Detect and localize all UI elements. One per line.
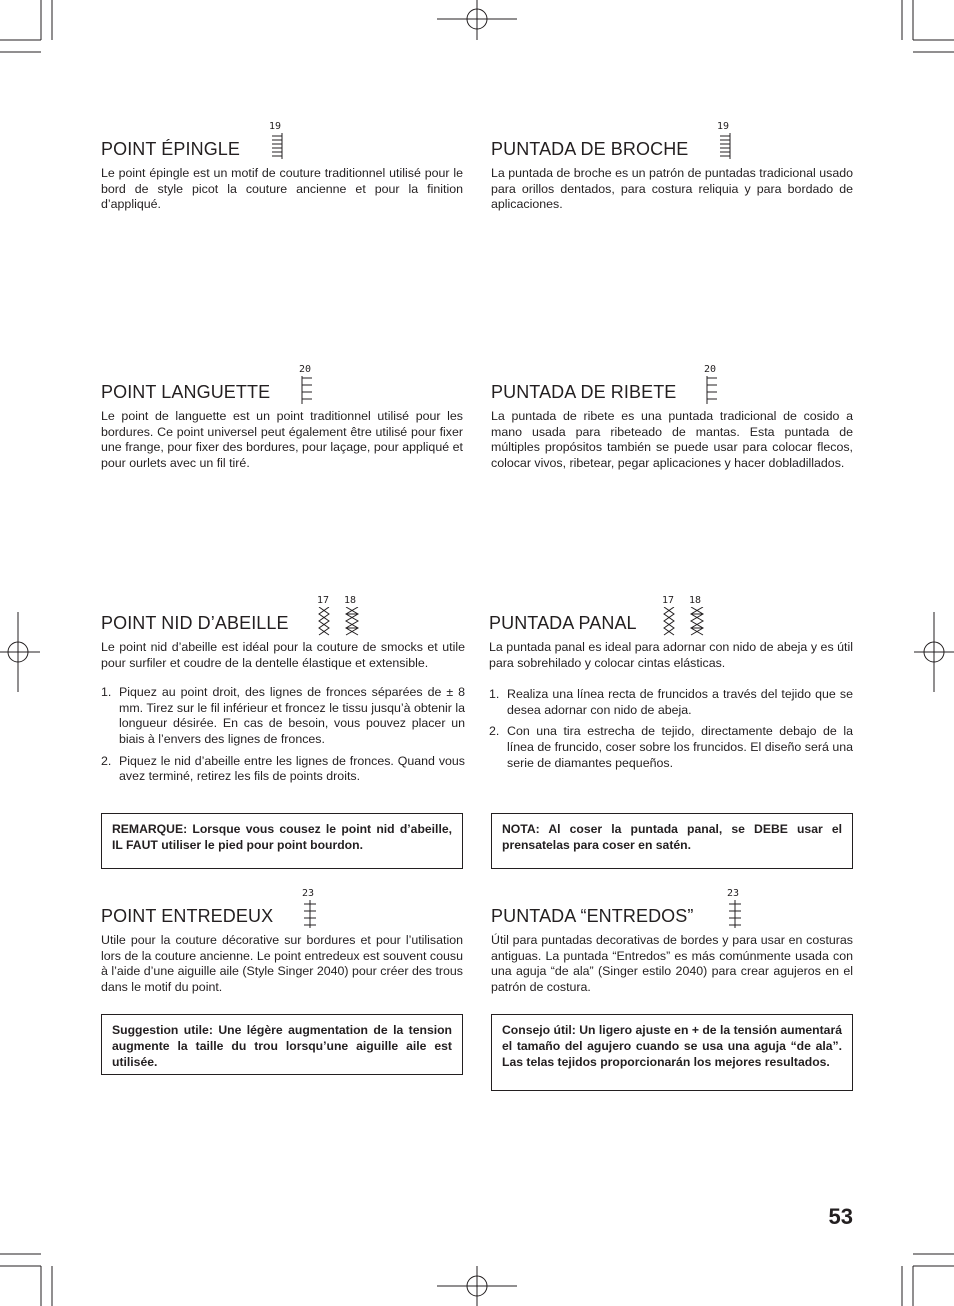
list-item — [101, 685, 465, 747]
steps-list — [489, 687, 853, 771]
stitch-pattern-graphic — [269, 133, 289, 163]
stitch-pattern-graphic — [662, 607, 678, 637]
stitch-number: 18 — [344, 595, 357, 606]
step-number: 2. — [489, 724, 500, 739]
step-number: 1. — [489, 687, 500, 702]
list-item — [489, 724, 853, 771]
section-body: La puntada de ribete es una puntada tradicional de cosido a mano usada para ribeteado de mantas. Esta puntada de múltiples propósitos también se puede usar para colocar flecos, colocar vivos, ribetear, pegar aplicaciones y hacer dobladillados. — [491, 409, 853, 470]
section-title: PUNTADA PANAL — [489, 613, 637, 633]
stitch-number: 23 — [727, 888, 740, 899]
stitch-pattern-graphic — [717, 133, 737, 163]
section-body: La puntada panal es ideal para adornar con nido de abeja y es útil para sobrehilado y colocar cintas elásticas. — [489, 640, 853, 670]
step-text: Piquez le nid d’abeille entre les lignes de fronces. Quand vous avez terminé, retirez les fils de points droits. — [119, 753, 465, 784]
stitch-pattern-graphic — [727, 900, 747, 930]
steps-list — [101, 685, 465, 785]
section-body: Utile pour la couture décorative sur bordures et pour l’utilisation lors de la couture ancienne. Le point entredeux est souvent cousu à l’aide d’une aiguille aile (Style Singer 2040) pour créer des trous dans le motif du point. — [101, 933, 463, 994]
stitch-number: 18 — [689, 595, 702, 606]
section-point-languette — [101, 363, 463, 471]
stitch-number: 20 — [704, 364, 717, 375]
section-body: Le point épingle est un motif de couture traditionnel utilisé pour le bord de style picot la couture ancienne et pour la finition d’appliqué. — [101, 166, 463, 212]
section-puntada-panal — [489, 594, 853, 777]
step-text: Piquez au point droit, des lignes de fronces séparées de ± 8 mm. Tirez sur le fil inférieur et froncez le tissu jusqu’à obtenir la longueur désirée. En cas de besoin, vous pouvez placer un biais à l’envers des lignes de fronces. — [119, 685, 465, 746]
section-title: PUNTADA DE BROCHE — [491, 139, 689, 159]
stitch-pattern-graphic — [689, 607, 707, 637]
section-body: Le point de languette est un point traditionnel utilisé pour les bordures. Ce point universel peut également être utilisé pour fixer une frange, pour fixer des bordures, pour laçage, pour appliqué et pour ourlets avec un fil tiré. — [101, 409, 463, 470]
list-item — [489, 687, 853, 718]
stitch-pattern-graphic — [344, 607, 362, 637]
stitch-number: 17 — [662, 595, 675, 606]
section-title: POINT ENTREDEUX — [101, 906, 274, 926]
section-body: Útil para puntadas decorativas de bordes y para usar en costuras antiguas. La puntada “Entredos” es más comúnmente usada con una aguja “de ala” (Singer estilo 2040) para crear agujeros en el patrón de costura. — [491, 933, 853, 994]
note-box: REMARQUE: Lorsque vous cousez le point nid d’abeille, IL FAUT utiliser le pied pour point bourdon. — [101, 813, 463, 869]
section-puntada-de-broche — [491, 120, 853, 213]
note-box: NOTA: Al coser la puntada panal, se DEBE usar el prensatelas para coser en satén. — [491, 813, 853, 869]
section-title: POINT NID D’ABEILLE — [101, 613, 289, 633]
section-point-entredeux — [101, 887, 463, 995]
section-body: La puntada de broche es un patrón de puntadas tradicional usado para orillos dentados, para costura reliquia y para bordado de aplicaciones. — [491, 166, 853, 212]
section-point-epingle — [101, 120, 463, 213]
tip-box: Suggestion utile: Une légère augmentation de la tension augmente la taille du trou lorsqu’une aiguille aile est utilisée. — [101, 1014, 463, 1075]
stitch-number: 17 — [317, 595, 330, 606]
step-text: Realiza una línea recta de fruncidos a través del tejido que se desea adornar con nido de abeja. — [507, 687, 853, 717]
section-title: POINT LANGUETTE — [101, 382, 271, 402]
section-puntada-de-ribete — [491, 363, 853, 471]
section-title: PUNTADA “ENTREDOS” — [491, 906, 694, 926]
stitch-number: 20 — [299, 364, 312, 375]
stitch-pattern-graphic — [302, 900, 322, 930]
step-text: Con una tira estrecha de tejido, directamente debajo de la línea de fruncido, coser sobre los fruncidos. El diseño será una serie de diamantes pequeños. — [507, 724, 853, 770]
page-number: 53 — [828, 1204, 853, 1229]
stitch-number: 23 — [302, 888, 315, 899]
tip-box: Consejo útil: Un ligero ajuste en + de la tensión aumentará el tamaño del agujero cuando se usa una aguja “de ala”. Las telas tejidos proporcionarán los mejores resultados. — [491, 1014, 853, 1091]
list-item — [101, 754, 465, 785]
section-title: PUNTADA DE RIBETE — [491, 382, 677, 402]
step-number: 2. — [101, 753, 112, 768]
stitch-number: 19 — [717, 121, 730, 132]
step-number: 1. — [101, 685, 112, 700]
stitch-pattern-graphic — [317, 607, 333, 637]
section-point-nid-abeille — [101, 594, 465, 791]
stitch-pattern-graphic — [704, 376, 724, 406]
section-puntada-entredos — [491, 887, 853, 995]
section-title: POINT ÉPINGLE — [101, 139, 241, 159]
section-body: Le point nid d’abeille est idéal pour la couture de smocks et utile pour surfiler et coudre de la dentelle élastique et extensible. — [101, 640, 465, 670]
stitch-number: 19 — [269, 121, 282, 132]
stitch-pattern-graphic — [299, 376, 319, 406]
